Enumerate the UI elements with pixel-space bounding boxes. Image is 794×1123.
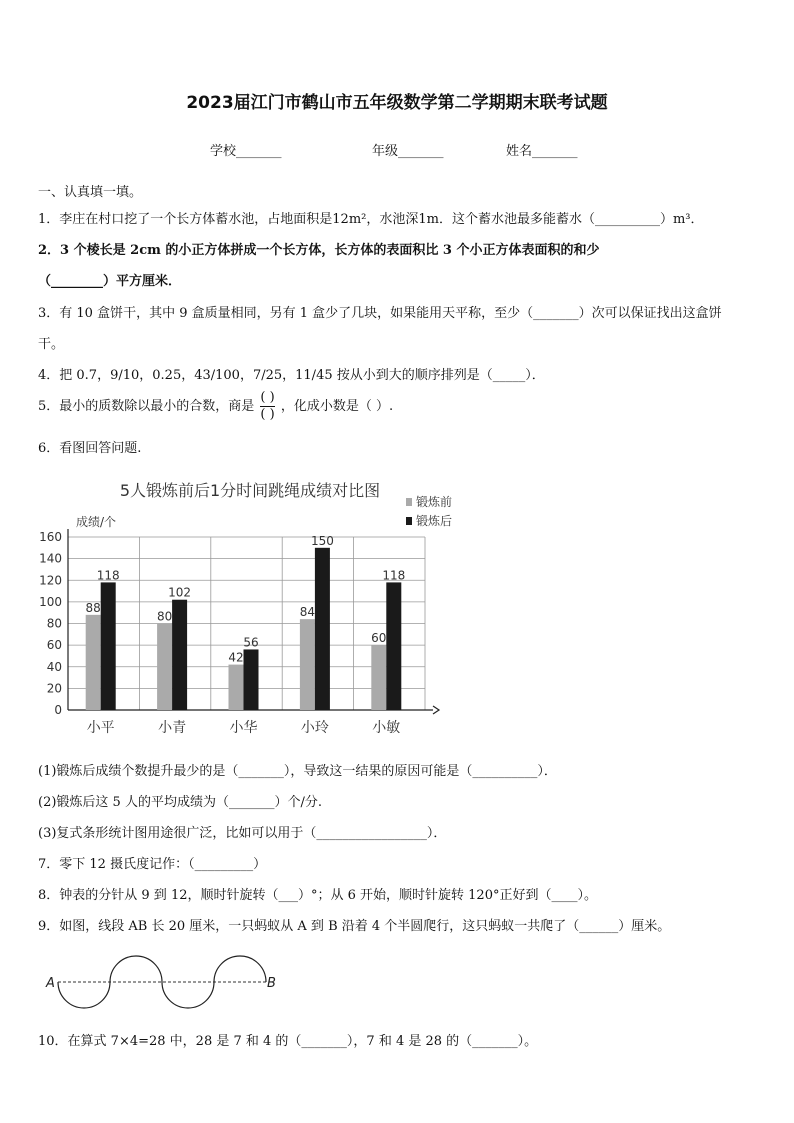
y-tick-label: 0 <box>54 703 62 717</box>
question-6-part-2: (2)锻炼后这 5 人的平均成绩为（_______）个/分. <box>38 795 322 810</box>
fraction-denominator: ( ) <box>260 407 275 422</box>
bar-value-label: 80 <box>156 609 173 624</box>
question-5 <box>38 390 393 423</box>
y-tick-label: 160 <box>39 530 62 544</box>
bar-value-label: 56 <box>243 635 259 650</box>
semicircle-figure <box>44 950 284 1020</box>
school-field: 学校_______ <box>210 144 282 159</box>
question-3-line-2: 干。 <box>38 337 65 352</box>
y-tick-label: 40 <box>46 659 62 674</box>
y-tick-label: 100 <box>39 594 62 609</box>
y-tick-label: 120 <box>39 573 62 588</box>
name-field: 姓名_______ <box>506 144 578 159</box>
question-10: 10．在算式 7×4=28 中，28 是 7 和 4 的（_______），7 和 4 是 28 的（_______）。 <box>38 1034 538 1049</box>
bar-value-label: 102 <box>168 585 192 600</box>
question-2-line-1: 2．3 个棱长是 2cm 的小正方体拼成一个长方体，长方体的表面积比 3 个小正方体表面积的和少 <box>38 243 600 258</box>
legend-label: 锻炼前 <box>416 495 453 509</box>
bar-after <box>172 600 187 710</box>
question-5-prefix: 5．最小的质数除以最小的合数，商是 <box>38 399 255 414</box>
bar-before <box>371 645 386 710</box>
bar-before <box>86 615 101 710</box>
bar-value-label: 118 <box>382 568 406 583</box>
question-7: 7．零下 12 摄氏度记作：（_________） <box>38 857 267 872</box>
question-3-line-1: 3．有 10 盒饼干，其中 9 盒质量相同，另有 1 盒少了几块，如果能用天平称，至少（_______）次可以保证找出这盒饼 <box>38 306 722 321</box>
bar-before <box>157 624 172 711</box>
question-6-part-1: (1)锻炼后成绩个数提升最少的是（_______），导致这一结果的原因可能是（__________）． <box>38 764 557 779</box>
bar-after <box>101 582 116 710</box>
x-category-label: 小青 <box>158 720 187 736</box>
bar-before <box>229 665 244 710</box>
x-axis-arrow <box>433 706 439 714</box>
bar-value-label: 84 <box>299 605 316 620</box>
question-6-part-3: (3)复式条形统计图用途很广泛，比如可以用于（_________________）． <box>38 826 447 841</box>
question-5-suffix: ，化成小数是（ ）. <box>280 399 394 414</box>
bar-after <box>315 548 330 710</box>
y-tick-label: 80 <box>46 616 62 631</box>
x-category-label: 小玲 <box>300 720 329 736</box>
bar-value-label: 150 <box>310 533 334 548</box>
legend-label: 锻炼后 <box>416 514 453 528</box>
x-category-label: 小华 <box>229 720 258 736</box>
question-9: 9．如图，线段 AB 长 20 厘米，一只蚂蚁从 A 到 B 沿着 4 个半圆爬行，这只蚂蚁一共爬了（______）厘米。 <box>38 919 671 934</box>
legend-swatch <box>406 498 412 506</box>
bar-before <box>300 619 315 710</box>
bar-chart <box>30 470 490 740</box>
chart-title: 5人锻炼前后1分时间跳绳成绩对比图 <box>119 481 381 500</box>
page-title: 2023届江门市鹤山市五年级数学第二学期期末联考试题 <box>186 93 608 113</box>
question-4: 4．把 0.7，9/10，0.25，43/100，7/25，11/45 按从小到大的顺序排列是（_____）． <box>38 368 545 383</box>
fraction-blank <box>260 390 274 423</box>
y-tick-label: 60 <box>46 638 62 653</box>
bar-value-label: 118 <box>96 568 120 583</box>
point-a-label: A <box>46 976 55 991</box>
bar-after <box>386 582 401 710</box>
bar-after <box>244 649 259 710</box>
point-b-label: B <box>267 976 276 991</box>
bar-value-label: 88 <box>85 600 101 615</box>
y-tick-label: 20 <box>46 681 62 696</box>
x-category-label: 小平 <box>86 720 115 736</box>
question-1: 1．李庄在村口挖了一个长方体蓄水池，占地面积是12m²，水池深1m．这个蓄水池最多能蓄水（__________）m³． <box>38 212 704 227</box>
question-8: 8．钟表的分针从 9 到 12，顺时针旋转（___）°；从 6 开始，顺时针旋转 120°正好到（____）。 <box>38 888 597 903</box>
grade-field: 年级_______ <box>372 144 444 159</box>
chart-y-axis-label: 成绩/个 <box>76 515 117 529</box>
y-tick-label: 140 <box>39 551 62 566</box>
bar-value-label: 60 <box>371 631 387 646</box>
bar-value-label: 42 <box>228 650 244 665</box>
question-6: 6．看图回答问题. <box>38 441 142 456</box>
question-2-line-2: （________）平方厘米． <box>38 274 182 289</box>
x-category-label: 小敏 <box>372 720 401 736</box>
legend-swatch <box>406 517 412 525</box>
section-heading: 一、认真填一填。 <box>38 185 143 200</box>
fraction-numerator: ( ) <box>260 390 275 405</box>
